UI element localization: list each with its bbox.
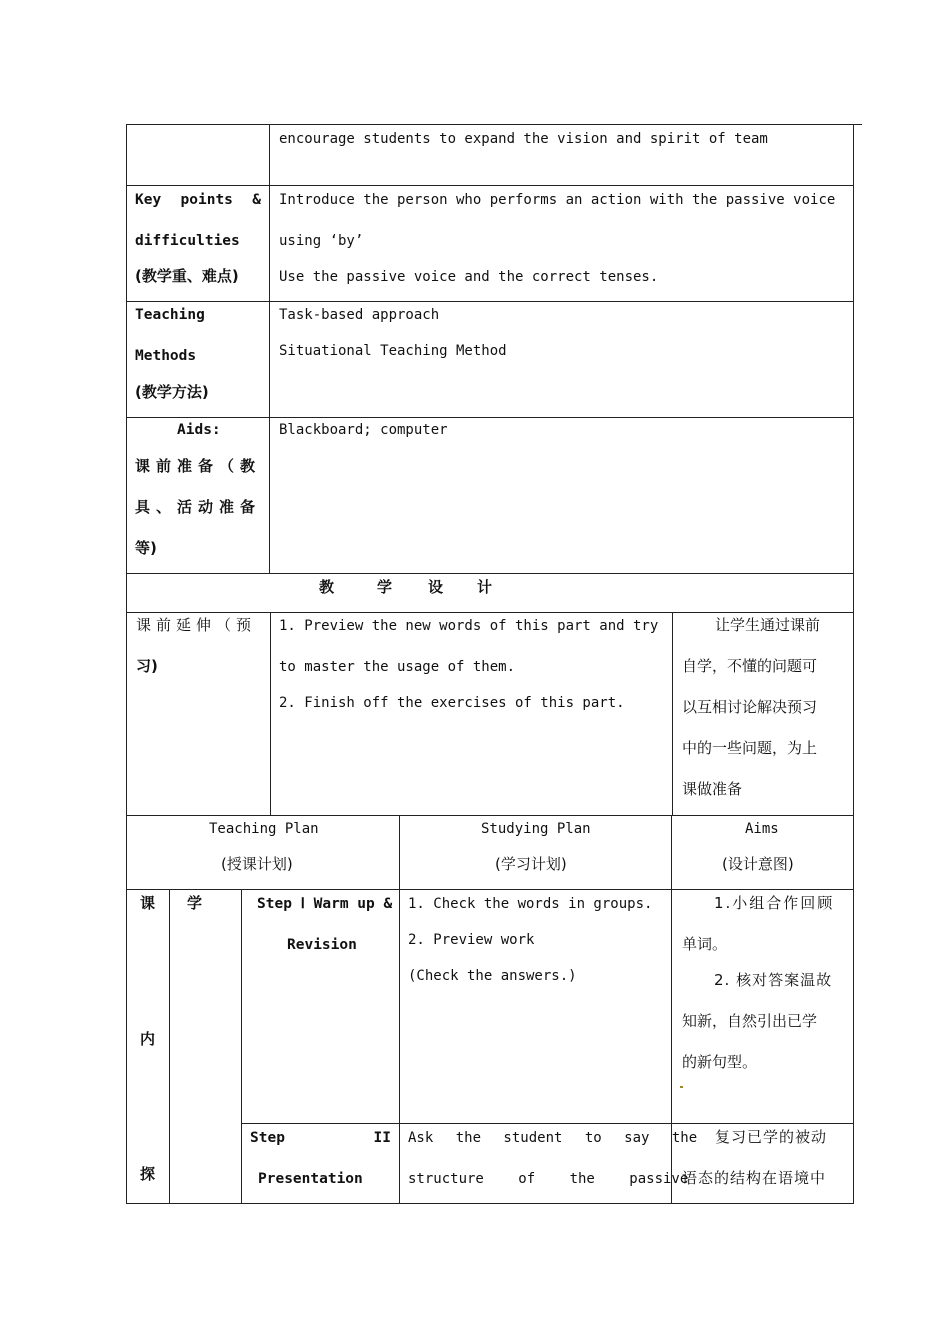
preview-content-line3: 2. Finish off the exercises of this part. bbox=[279, 695, 625, 711]
design-header-char: 学 bbox=[377, 578, 393, 596]
methods-label-line3: (教学方法) bbox=[135, 383, 209, 401]
step2-aim-line2: 语态的结构在语境中 bbox=[682, 1169, 827, 1187]
aids-label-line1: Aids: bbox=[177, 422, 221, 438]
preview-label-line1: 课前延伸（预 bbox=[136, 616, 257, 634]
side-col-divider-2 bbox=[241, 889, 242, 1204]
ampersand: & bbox=[252, 192, 261, 208]
table-left-border bbox=[126, 124, 127, 1204]
step1-title-line2: Revision bbox=[287, 937, 357, 953]
row-divider bbox=[126, 815, 854, 816]
key-points-label-line1 bbox=[135, 191, 261, 209]
table-right-border bbox=[853, 124, 854, 1204]
step1-aim-line2: 单词。 bbox=[682, 935, 728, 953]
step-number: II bbox=[373, 1130, 391, 1146]
key-points-content-line3: Use the passive voice and the correct tenses. bbox=[279, 269, 659, 285]
design-header-char: 计 bbox=[477, 578, 493, 596]
preview-aim-line2: 自学，不懂的问题可 bbox=[682, 657, 818, 675]
teaching-plan-header-cn: (授课计划) bbox=[221, 855, 293, 873]
plan-divider-1 bbox=[399, 815, 400, 1204]
studying-plan-header: Studying Plan bbox=[481, 821, 591, 837]
key-points-content-line2: using ‘by’ bbox=[279, 233, 364, 249]
step1-title-line1: Step Ⅰ Warm up & bbox=[257, 896, 393, 912]
step2-title-line2: Presentation bbox=[258, 1171, 363, 1187]
methods-content-line2: Situational Teaching Method bbox=[279, 343, 507, 359]
step1-study-line2: 2. Preview work bbox=[408, 932, 535, 948]
row-divider bbox=[126, 889, 854, 890]
key-points-label-line2: difficulties bbox=[135, 233, 240, 249]
side-label-nei: 内 bbox=[140, 1030, 156, 1048]
table-top-border-tail bbox=[854, 124, 862, 125]
preview-label-divider bbox=[270, 612, 271, 815]
preview-aim-line1: 让学生通过课前 bbox=[715, 616, 821, 634]
aids-label-line2: 课前准备（教 bbox=[135, 457, 262, 475]
label-column-divider bbox=[269, 124, 270, 574]
step1-study-line3: (Check the answers.) bbox=[408, 968, 577, 984]
aims-header: Aims bbox=[745, 821, 779, 837]
step2-study-line2: structure of the passive bbox=[408, 1171, 689, 1187]
teaching-plan-header: Teaching Plan bbox=[209, 821, 319, 837]
preview-aim-line5: 课做准备 bbox=[682, 780, 743, 798]
table-top-border bbox=[126, 124, 854, 125]
row-divider bbox=[126, 301, 854, 302]
methods-content-line1: Task-based approach bbox=[279, 307, 440, 323]
design-header-char: 教 bbox=[319, 578, 335, 596]
aids-content: Blackboard; computer bbox=[279, 422, 448, 438]
key-word: Key bbox=[135, 192, 162, 208]
side-label-ke: 课 bbox=[140, 894, 156, 912]
step1-study-line1: 1. Check the words in groups. bbox=[408, 896, 653, 912]
preview-aim-line3: 以互相讨论解决预习 bbox=[682, 698, 818, 716]
row-divider bbox=[126, 573, 854, 574]
step1-aim-line1: 1.小组合作回顾 bbox=[714, 894, 835, 912]
preview-content-line1: 1. Preview the new words of this part and try bbox=[279, 618, 659, 634]
stray-mark bbox=[680, 1086, 683, 1088]
side-label-tan: 探 bbox=[140, 1165, 156, 1183]
step2-aim-line1: 复习已学的被动 bbox=[715, 1128, 828, 1146]
row-divider bbox=[126, 417, 854, 418]
row-divider bbox=[126, 612, 854, 613]
preview-content-line2: to master the usage of them. bbox=[279, 659, 516, 675]
preview-label-line2: 习) bbox=[136, 657, 158, 675]
key-points-content-line1: Introduce the person who performs an action with the passive voice bbox=[279, 192, 836, 208]
step2-study-line1: Ask the student to say the bbox=[408, 1130, 698, 1146]
step2-title-line1 bbox=[250, 1129, 391, 1147]
step1-aim-line3: 2. 核对答案温故 bbox=[714, 971, 833, 989]
step-word: Step bbox=[250, 1130, 285, 1146]
points-word: points bbox=[180, 192, 233, 208]
preview-aim-divider bbox=[672, 612, 673, 815]
key-points-label-line3: (教学重、难点) bbox=[135, 267, 239, 285]
preview-aim-line4: 中的一些问题，为上 bbox=[682, 739, 818, 757]
methods-label-line2: Methods bbox=[135, 348, 197, 364]
studying-plan-header-cn: (学习计划) bbox=[495, 855, 567, 873]
side-label-xue: 学 bbox=[187, 894, 203, 912]
aids-label-line4: 等) bbox=[135, 539, 157, 557]
step1-aim-line5: 的新句型。 bbox=[682, 1053, 758, 1071]
design-header-char: 设 bbox=[428, 578, 444, 596]
row-divider bbox=[126, 185, 854, 186]
team-spirit-text: encourage students to expand the vision and spirit of team bbox=[279, 131, 768, 147]
step-divider bbox=[241, 1123, 854, 1124]
step1-aim-line4: 知新，自然引出已学 bbox=[682, 1012, 818, 1030]
table-bottom-border bbox=[126, 1203, 854, 1204]
side-col-divider-1 bbox=[169, 889, 170, 1204]
methods-label-line1: Teaching bbox=[135, 307, 205, 323]
aims-header-cn: (设计意图) bbox=[722, 855, 794, 873]
aids-label-line3: 具、活动准备 bbox=[135, 498, 262, 516]
